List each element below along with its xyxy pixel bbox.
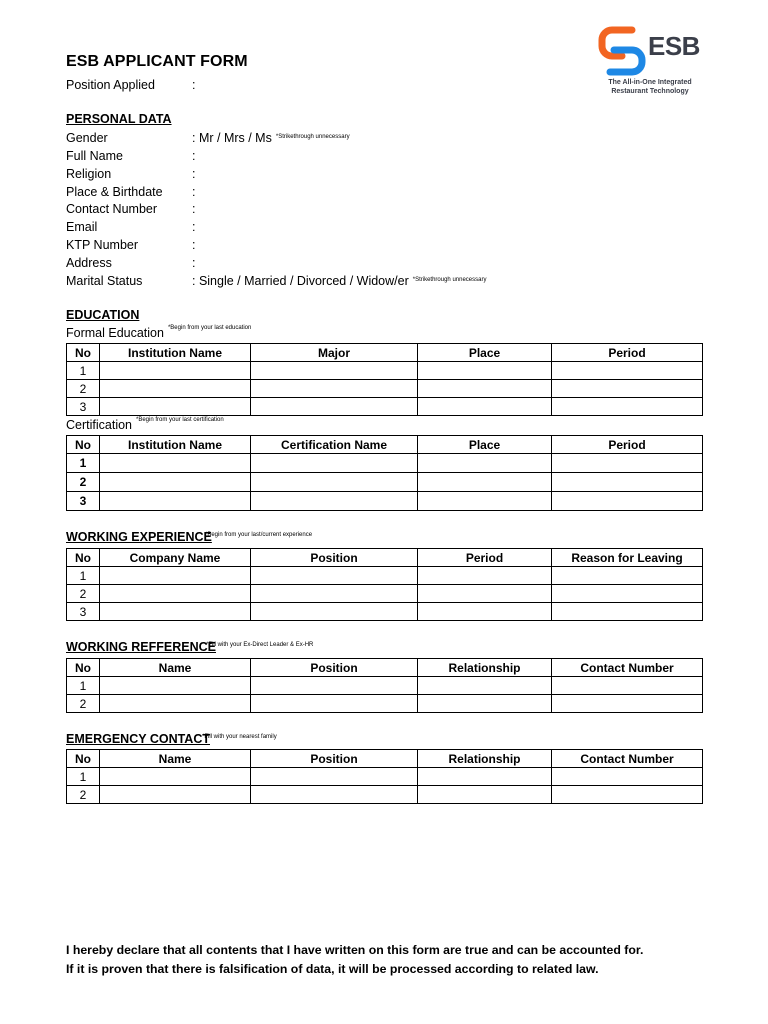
table-cell-input[interactable]	[251, 398, 418, 416]
table-row	[67, 380, 703, 398]
column-header: Reason for Leaving	[552, 549, 703, 567]
personal-field-label: Marital Status	[66, 274, 143, 288]
personal-field-value-text: :	[192, 202, 196, 216]
table-row	[67, 362, 703, 380]
table-cell-input[interactable]	[552, 362, 703, 380]
table-cell-input[interactable]	[100, 473, 251, 492]
table-cell-input[interactable]	[552, 398, 703, 416]
table-cell-input[interactable]	[552, 567, 703, 585]
personal-field-label: KTP Number	[66, 238, 139, 252]
table-cell-input[interactable]	[418, 380, 552, 398]
column-header: No	[67, 659, 100, 677]
table-cell-input[interactable]	[100, 492, 251, 511]
personal-field-value-text: : Single / Married / Divorced / Widow/er	[192, 274, 409, 288]
declaration-text	[66, 941, 746, 979]
table-header-row	[67, 344, 703, 362]
table-cell-input[interactable]	[100, 585, 251, 603]
table-cell-input[interactable]	[418, 454, 552, 473]
personal-field-value[interactable]	[192, 130, 350, 146]
table-cell-input[interactable]	[418, 473, 552, 492]
table-header-row	[67, 549, 703, 567]
table-cell-input[interactable]	[251, 473, 418, 492]
table-cell-input[interactable]	[552, 492, 703, 511]
table-cell-input[interactable]	[552, 786, 703, 804]
logo-tagline-line1: The All-in-One Integrated	[608, 79, 692, 86]
table-cell-input[interactable]	[251, 362, 418, 380]
table-cell-input[interactable]	[251, 380, 418, 398]
logo-tagline-line2: Restaurant Technology	[611, 88, 689, 95]
personal-field-value[interactable]	[192, 148, 195, 164]
table-cell-input[interactable]	[251, 677, 418, 695]
column-header: Contact Number	[552, 659, 703, 677]
working-experience-title: WORKING EXPERIENCE	[66, 530, 212, 544]
personal-field-value[interactable]	[192, 237, 195, 253]
position-applied-field[interactable]: :	[192, 78, 196, 92]
column-header: Institution Name	[100, 344, 251, 362]
column-header: Certification Name	[251, 436, 418, 454]
personal-field-label: Religion	[66, 167, 112, 181]
strikethrough-note: *Strikethrough unnecessary	[275, 134, 350, 140]
table-cell-input[interactable]	[251, 786, 418, 804]
table-cell-input[interactable]	[418, 603, 552, 621]
table-cell-input[interactable]	[418, 492, 552, 511]
formal-education-label	[66, 326, 251, 340]
personal-field-value[interactable]	[192, 184, 195, 200]
personal-field-label: Email	[66, 220, 98, 234]
table-row	[67, 473, 703, 492]
table-header-row	[67, 659, 703, 677]
column-header: No	[67, 436, 100, 454]
certification-note: *Begin from your last certification	[136, 417, 224, 423]
row-number: 1	[67, 362, 100, 380]
row-number: 2	[67, 786, 100, 804]
table-cell-input[interactable]	[552, 454, 703, 473]
table-header-row	[67, 436, 703, 454]
esb-logo-mark-icon	[598, 26, 648, 76]
declaration-line-2: If it is proven that there is falsification of data, it will be processed according to related law.	[66, 962, 599, 976]
certification-table	[66, 435, 703, 511]
row-number: 2	[67, 695, 100, 713]
column-header: Name	[100, 659, 251, 677]
table-cell-input[interactable]	[418, 768, 552, 786]
formal-education-note: *Begin from your last education	[167, 325, 252, 331]
column-header: Contact Number	[552, 750, 703, 768]
row-number: 2	[67, 380, 100, 398]
personal-field-value-text: :	[192, 256, 196, 270]
personal-field-label: Gender	[66, 131, 108, 145]
certification-label	[66, 418, 224, 432]
column-header: Relationship	[418, 659, 552, 677]
table-row	[67, 695, 703, 713]
personal-field-label: Contact Number	[66, 202, 158, 216]
table-row	[67, 768, 703, 786]
column-header: Period	[552, 436, 703, 454]
form-title: ESB APPLICANT FORM	[66, 53, 248, 70]
personal-field-label: Full Name	[66, 149, 123, 163]
table-cell-input[interactable]	[552, 768, 703, 786]
table-cell-input[interactable]	[100, 362, 251, 380]
column-header: Period	[552, 344, 703, 362]
row-number: 2	[67, 585, 100, 603]
table-cell-input[interactable]	[552, 695, 703, 713]
working-experience-heading	[66, 530, 212, 544]
table-cell-input[interactable]	[418, 677, 552, 695]
row-number: 1	[67, 768, 100, 786]
strikethrough-note: *Strikethrough unnecessary	[412, 277, 487, 283]
education-heading: EDUCATION	[66, 308, 140, 322]
table-row	[67, 567, 703, 585]
logo-brand-text: ESB	[648, 31, 700, 61]
column-header: Major	[251, 344, 418, 362]
position-applied-label: Position Applied	[66, 78, 155, 92]
table-cell-input[interactable]	[418, 567, 552, 585]
table-header-row	[67, 750, 703, 768]
row-number: 3	[67, 398, 100, 416]
table-cell-input[interactable]	[552, 473, 703, 492]
personal-field-value[interactable]	[192, 273, 486, 289]
table-cell-input[interactable]	[251, 567, 418, 585]
table-cell-input[interactable]	[100, 380, 251, 398]
personal-data-heading: PERSONAL DATA	[66, 112, 172, 126]
working-experience-table	[66, 548, 703, 621]
table-row	[67, 492, 703, 511]
personal-field-label: Place & Birthdate	[66, 185, 163, 199]
table-cell-input[interactable]	[552, 603, 703, 621]
personal-field-value-text: :	[192, 149, 196, 163]
logo-tagline	[588, 78, 712, 96]
column-header: Period	[418, 549, 552, 567]
personal-field-label: Address	[66, 256, 112, 270]
personal-field-value-text: :	[192, 167, 196, 181]
row-number: 3	[67, 492, 100, 511]
column-header: No	[67, 344, 100, 362]
column-header: Position	[251, 549, 418, 567]
table-cell-input[interactable]	[418, 786, 552, 804]
table-row	[67, 585, 703, 603]
column-header: Relationship	[418, 750, 552, 768]
working-reference-heading: WORKING REFFERENCE	[66, 640, 216, 654]
personal-field-value[interactable]	[192, 201, 195, 217]
table-cell-input[interactable]	[100, 567, 251, 585]
column-header: Place	[418, 436, 552, 454]
table-cell-input[interactable]	[251, 603, 418, 621]
table-row	[67, 454, 703, 473]
table-cell-input[interactable]	[100, 454, 251, 473]
row-number: 1	[67, 567, 100, 585]
table-cell-input[interactable]	[251, 768, 418, 786]
column-header: Position	[251, 750, 418, 768]
table-cell-input[interactable]	[418, 585, 552, 603]
table-cell-input[interactable]	[552, 380, 703, 398]
row-number: 1	[67, 454, 100, 473]
row-number: 2	[67, 473, 100, 492]
emergency-contact-heading: EMERGENCY CONTACT	[66, 732, 210, 746]
column-header: Position	[251, 659, 418, 677]
table-cell-input[interactable]	[418, 398, 552, 416]
working-reference-table	[66, 658, 703, 713]
emergency-contact-table	[66, 749, 703, 804]
table-cell-input[interactable]	[100, 603, 251, 621]
certification-title: Certification	[66, 418, 132, 432]
column-header: Company Name	[100, 549, 251, 567]
personal-field-value-text: :	[192, 238, 196, 252]
column-header: No	[67, 750, 100, 768]
working-experience-note: *Begin from your last/current experience	[205, 532, 313, 538]
table-row	[67, 603, 703, 621]
column-header: No	[67, 549, 100, 567]
personal-field-value-text: :	[192, 185, 196, 199]
personal-field-value[interactable]	[192, 219, 195, 235]
table-row	[67, 677, 703, 695]
table-cell-input[interactable]	[552, 677, 703, 695]
column-header: Place	[418, 344, 552, 362]
table-cell-input[interactable]	[100, 786, 251, 804]
table-cell-input[interactable]	[552, 585, 703, 603]
table-cell-input[interactable]	[418, 362, 552, 380]
table-cell-input[interactable]	[100, 768, 251, 786]
working-reference-note: *Fill with your Ex-Direct Leader & Ex-HR	[206, 642, 314, 648]
table-cell-input[interactable]	[251, 454, 418, 473]
table-cell-input[interactable]	[100, 677, 251, 695]
table-cell-input[interactable]	[251, 492, 418, 511]
personal-field-value-text: : Mr / Mrs / Ms	[192, 131, 272, 145]
emergency-contact-note: *Fill with your nearest family	[202, 734, 277, 740]
declaration-line-1: I hereby declare that all contents that I have written on this form are true and can be accounted for.	[66, 943, 644, 957]
personal-field-value[interactable]	[192, 255, 195, 271]
row-number: 1	[67, 677, 100, 695]
formal-education-table	[66, 343, 703, 416]
personal-field-value[interactable]	[192, 166, 195, 182]
table-cell-input[interactable]	[100, 695, 251, 713]
column-header: Institution Name	[100, 436, 251, 454]
table-row	[67, 786, 703, 804]
formal-education-title: Formal Education	[66, 326, 164, 340]
row-number: 3	[67, 603, 100, 621]
table-cell-input[interactable]	[100, 398, 251, 416]
column-header: Name	[100, 750, 251, 768]
table-row	[67, 398, 703, 416]
table-cell-input[interactable]	[251, 695, 418, 713]
personal-field-value-text: :	[192, 220, 196, 234]
table-cell-input[interactable]	[251, 585, 418, 603]
table-cell-input[interactable]	[418, 695, 552, 713]
